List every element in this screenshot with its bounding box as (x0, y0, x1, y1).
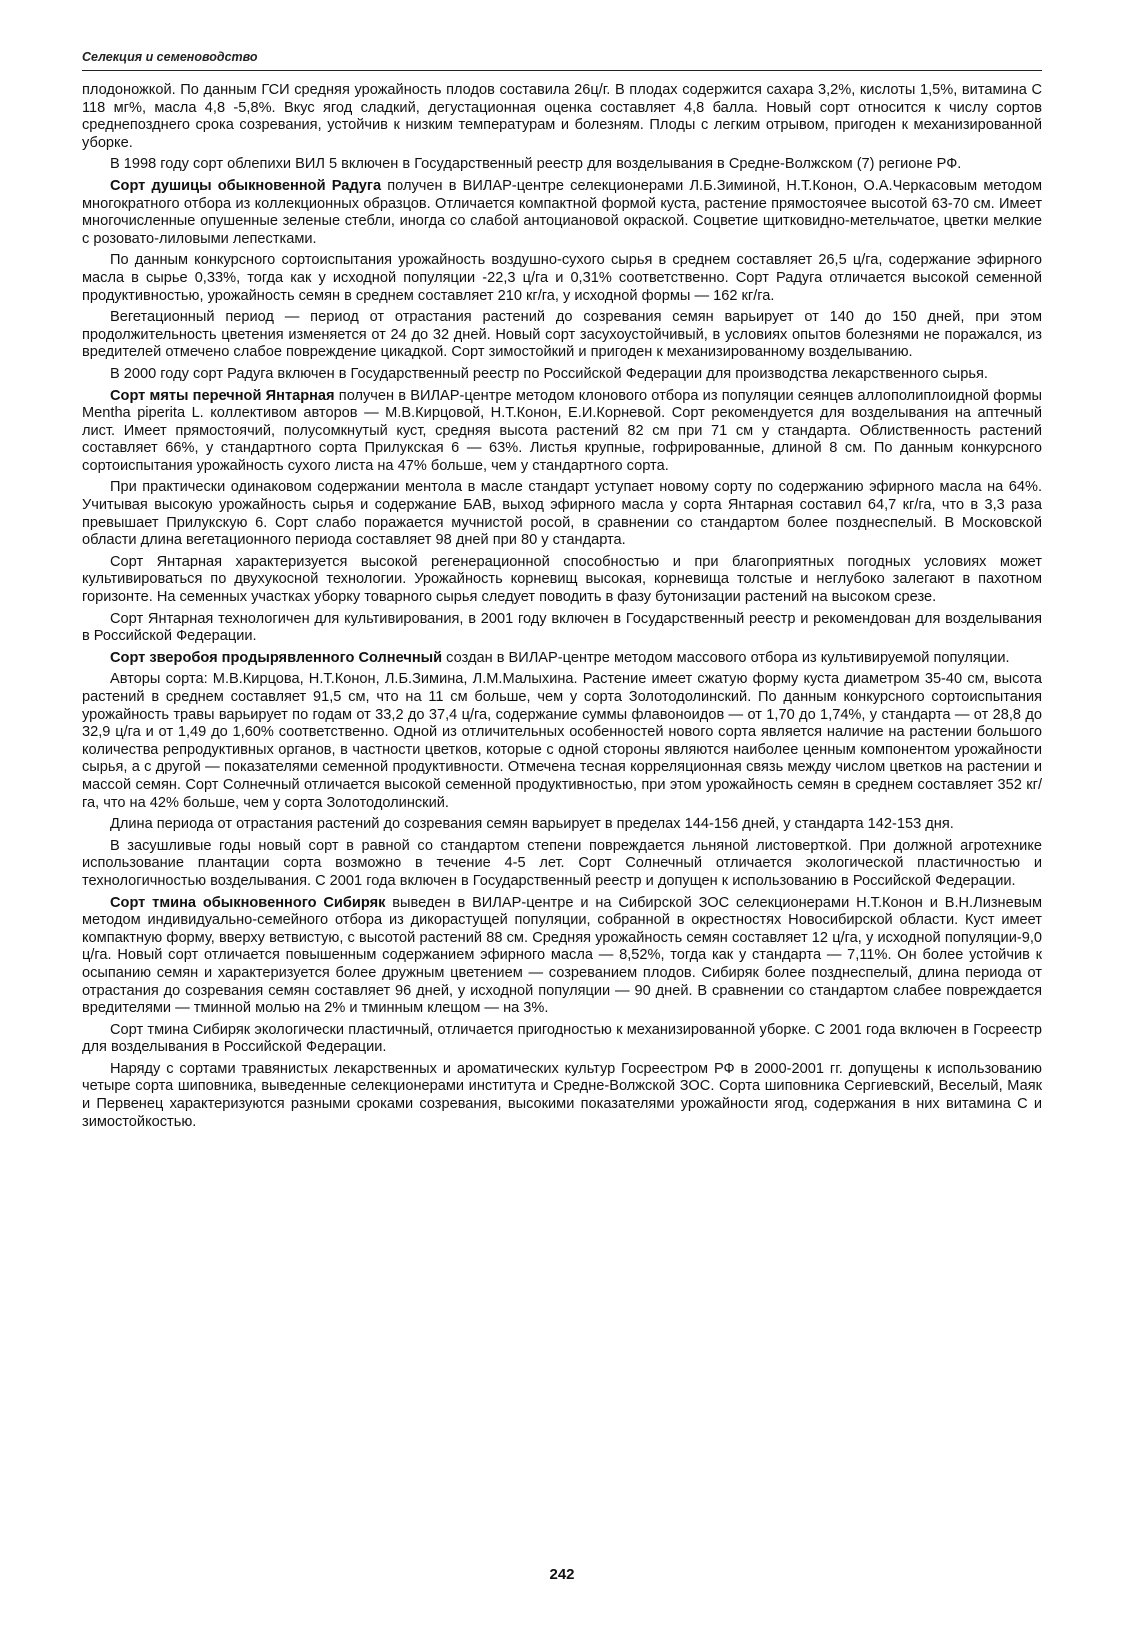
paragraph-17: Наряду с сортами травянистых лекарственных и ароматических культур Госреестром РФ в 2000-2001 гг. допущены к использованию четыре сорта шиповника, выведенные селекционерами института и Средне-Волжской ЗОС. Сорта шиповника Сергиевский, Веселый, Маяк и Первенец характеризуются разными сроками созревания, высокими показателями урожайности ягод, содержания в них витамина С и зимостойкостью. (82, 1060, 1042, 1130)
paragraph-caraway-variety: Сорт тмина обыкновенного Сибиряк выведен в ВИЛАР-центре и на Сибирской ЗОС селекционерами Н.Т.Конон и В.Н.Лизневым методом индивидуально-семейного отбора из дикорастущей популяции, собранной в окрестностях Новосибирской области. Куст имеет компактную форму, вверху ветвистую, с высотой растений 88 см. Средняя урожайность семян составляет 12 ц/га, у исходной популяции-9,0 ц/га. Новый сорт отличается повышенным содержанием эфирного масла — 8,52%, тогда как у стандарта — 7,11%. Он более устойчив к осыпанию семян и характеризуется более дружным цветением — созреванием плодов. Сибиряк более позднеспелый, длина периода от отрастания до созревания семян составляет 96 дней, у исходной популяции — 90 дней. В сравнении со стандартом слабее повреждается вредителями — тминной молью на 2% и тминным клещом — на 3%. (82, 894, 1042, 1017)
header-rule (82, 70, 1042, 71)
paragraph-mint-variety: Сорт мяты перечной Янтарная получен в ВИЛАР-центре методом клонового отбора из популяции сеянцев аллополиплоидной формы Mentha piperita L. коллективом авторов — М.В.Кирцовой, Н.Т.Конон, Е.И.Корневой. Сорт рекомендуется для возделывания на аптечный лист. Имеет прямостоячий, полусомкнутый куст, средняя высота растений 82 см при 71 см у стандарта. Облиственность растений составляет 66%, у стандартного сорта Прилукская 6 — 63%. Листья крупные, гофрированные, длиной 8 см. По данным конкурсного сортоиспытания урожайность сухого листа на 47% больше, чем у стандартного сорта. (82, 387, 1043, 474)
paragraph-stjohnswort-variety: Сорт зверобоя продырявленного Солнечный создан в ВИЛАР-центре методом массового отбора из культивируемой популяции. (110, 649, 1010, 666)
paragraph-8: При практически одинаковом содержании ментола в масле стандарт уступает новому сорту по содержанию эфирного масла на 64%. Учитывая высокую урожайность сырья и содержание БАВ, выход эфирного масла у сорта Янтарная составил 64,7 кг/га, что в 3,3 раза превышает Прилукскую 6. Сорт слабо поражается мучнистой росой, в сравнении со стандартом более позднеспелый. В Московской области длина вегетационного периода составляет 98 дней при 80 у стандарта. (82, 479, 1042, 549)
paragraph-5: Вегетационный период — период от отрастания растений до созревания семян варьирует от 140 до 150 дней, при этом продолжительность цветения изменяется от 24 до 32 дней. Новый сорт засухоустойчивый, в условиях опытов болезнями не поражался, из вредителей отмечено слабое повреждение цикадкой. Сорт зимостойкий и пригоден к механизированному возделыванию. (82, 309, 1042, 361)
paragraph-12: Авторы сорта: М.В.Кирцова, Н.Т.Конон, Л.Б.Зимина, Л.М.Малыхина. Растение имеет сжатую форму куста диаметром 35-40 см, высота растений в среднем составляет 91,5 см, что на 11 см больше, чем у сорта Золотодолинский. По данным конкурсного сортоиспытания урожайность травы варьирует по годам от 33,2 до 37,4 ц/га, содержание суммы флавоноидов — от 1,70 до 1,74%, у стандарта — от 28,8 до 32,9 ц/га и от 1,49 до 1,60% соответственно. Одной из отличительных особенностей нового сорта является наличие на растении большого количества репродуктивных органов, в частности цветков, которые с одной стороны являются наиболее ценным компонентом урожайности сырья, а с другой — показателями семенной продуктивности. Отмечена тесная корреляционная связь между числом цветков на растении и массой семян. Сорт Солнечный отличается высокой семенной продуктивностью, при этом урожайность семян в среднем составляет 352 кг/га, что на 42% больше, чем у сорта Золотодолинский. (82, 671, 1042, 811)
variety-title-raduga: Сорт душицы обыкновенной Радуга (110, 177, 382, 194)
paragraph-4: По данным конкурсного сортоиспытания урожайность воздушно-сухого сырья в среднем составляет 26,5 ц/га, содержание эфирного масла в сырье 0,33%, тогда как у исходной популяции -22,3 ц/га и 0,31% соответственно. Сорт Радуга отличается высокой семенной продуктивностью, урожайность семян в среднем составляет 210 кг/га, у исходной формы — 162 кг/га. (82, 252, 1042, 304)
article-body (82, 82, 1042, 1135)
running-header: Селекция и семеноводство (82, 50, 258, 64)
paragraph-14: В засушливые годы новый сорт в равной со стандартом степени повреждается льняной листоверткой. При должной агротехнике использование плантации сорта возможно в течение 4-5 лет. Сорт Солнечный отличается экологической пластичностью и технологичностью возделывания. С 2001 года включен в Государственный реестр и допущен к использованию в Российской Федерации. (82, 837, 1042, 889)
paragraph-1: плодоножкой. По данным ГСИ средняя урожайность плодов составила 26ц/г. В плодах содержится сахара 3,2%, кислоты 1,5%, витамина С 118 мг%, масла 4,8 -5,8%. Вкус ягод сладкий, дегустационная оценка составляет 4,8 балла. Новый сорт относится к числу сортов среднепозднего срока созревания, устойчив к низким температурам и болезням. Плоды с легким отрывом, пригоден к механизированной уборке. (82, 82, 1042, 151)
paragraph-13: Длина периода от отрастания растений до созревания семян варьирует в пределах 144-156 дней, у стандарта 142-153 дня. (110, 816, 954, 833)
variety-title-solnechny: Сорт зверобоя продырявленного Солнечный (110, 649, 443, 666)
paragraph-6: В 2000 году сорт Радуга включен в Государственный реестр по Российской Федерации для производства лекарственного сырья. (110, 365, 988, 382)
variety-title-sibiryak: Сорт тмина обыкновенного Сибиряк (110, 894, 386, 911)
paragraph-10: Сорт Янтарная технологичен для культивирования, в 2001 году включен в Государственный реестр и рекомендован для возделывания в Российской Федерации. (82, 610, 1042, 645)
paragraph-oregano-variety: Сорт душицы обыкновенной Радуга получен в ВИЛАР-центре селекционерами Л.Б.Зиминой, Н.Т.Конон, О.А.Черкасовым методом многократного отбора из коллекционных образцов. Отличается компактной формой куста, растение прямостоячее высотой 63-70 см. Имеет многочисленные опушенные зеленые стебли, иногда со слабой антоциановой окраской. Соцветие щитковидно-метельчатое, цветки мелкие с розовато-лиловыми лепестками. (82, 177, 1042, 247)
paragraph-2: В 1998 году сорт облепихи ВИЛ 5 включен в Государственный реестр для возделывания в Средне-Волжском (7) регионе РФ. (110, 156, 962, 173)
paragraph-9: Сорт Янтарная характеризуется высокой регенерационной способностью и при благоприятных погодных условиях может культивироваться по двухукосной технологии. Урожайность корневищ высокая, корневища толстые и неглубоко залегают в пахотном горизонте. На семенных участках уборку товарного сырья следует поводить в фазу бутонизации растений на высоком срезе. (82, 553, 1042, 606)
variety-title-yantarnaya: Сорт мяты перечной Янтарная (110, 387, 335, 404)
page-number: 242 (549, 1566, 575, 1583)
paragraph-16: Сорт тмина Сибиряк экологически пластичный, отличается пригодностью к механизированной уборке. С 2001 года включен в Госреестр для возделывания в Российской Федерации. (82, 1021, 1042, 1056)
